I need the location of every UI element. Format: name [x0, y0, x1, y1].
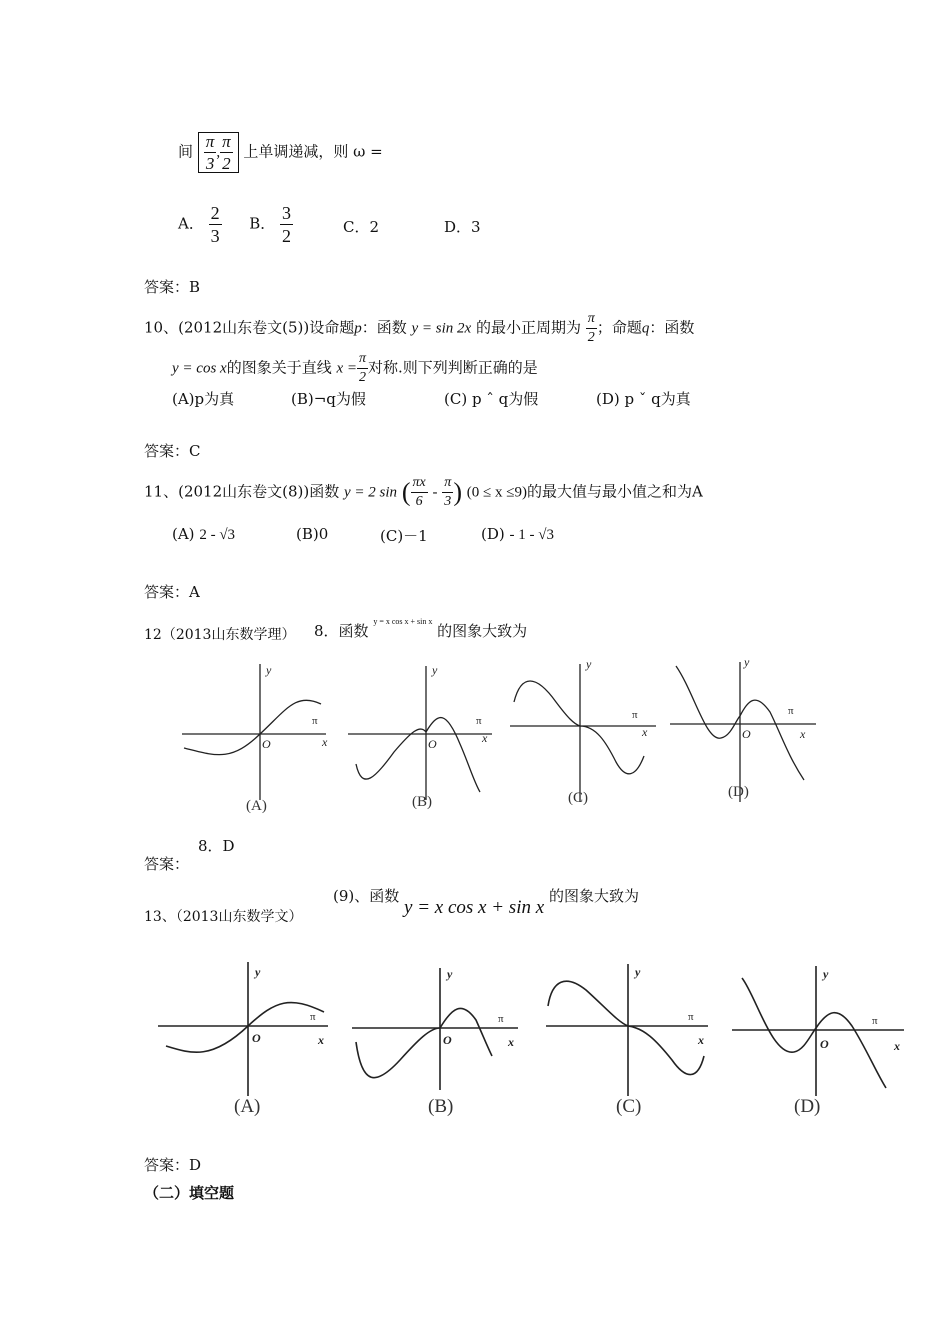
q9-interval-left-num: π [205, 132, 215, 151]
q12-b-o: O [428, 737, 437, 751]
q11-d1: 6 [415, 494, 423, 509]
q12-b-x: x [482, 731, 488, 745]
q9-opt-a-label: A． [178, 214, 204, 233]
q12-label-a: (A) [246, 798, 267, 814]
q11-source: 11、(2012山东卷文(8))函数 [144, 482, 340, 501]
q11-opt-c: (C)－1 [380, 527, 428, 545]
q9-interval: $\frac{\pi}{3}$ , $\frac{\pi}{2}$ [198, 132, 239, 173]
q11-n2: π [442, 476, 453, 493]
q11-d2: 3 [444, 494, 452, 509]
q12-answer: 8．D [198, 837, 235, 855]
q13-d-pi: π [872, 1015, 878, 1027]
q13-label-a: (A) [234, 1096, 261, 1117]
q13-answer: 答案：D [144, 1156, 202, 1174]
q10-line2-den: 2 [359, 370, 367, 385]
q10-text-b: ：函数 [361, 318, 407, 337]
q13-d-x: x [894, 1039, 900, 1053]
q12-d-pi: π [788, 705, 794, 717]
q11-opt-a-val: 2 - √3 [199, 527, 236, 543]
q10-frac-den: 2 [587, 330, 595, 345]
q13-d-y: y [823, 967, 829, 981]
q12-graph-a [182, 664, 326, 800]
q11-opt-a-label: (A) [172, 525, 195, 543]
q9-interval-left-den: 3 [205, 154, 215, 173]
q9-opt-a-num: 2 [210, 203, 220, 223]
q10-line2-y: y = cos x [172, 360, 227, 377]
q12-d-o: O [742, 727, 751, 741]
q9-stem [178, 132, 383, 173]
q9-opt-d: D．3 [444, 218, 481, 236]
q13-eq: y = x cos x + sin x [404, 897, 545, 918]
q12-answer-prefix: 答案： [144, 855, 190, 873]
q10-line2-x: x = [336, 360, 358, 377]
q10-line2-a: 的图象关于直线 [226, 358, 332, 377]
q11-rparen: ) [453, 477, 462, 507]
q12-label-c: (C) [568, 790, 588, 806]
q10-line1 [144, 312, 694, 345]
q10-source: 10、(2012山东卷文(5))设命题 [144, 318, 355, 337]
q9-options [178, 204, 293, 245]
q12-c-x: x [642, 725, 648, 739]
q10-opt-a: (A)p为真 [172, 390, 235, 408]
q13-stem-a: (9)、函数 [333, 887, 400, 905]
q12-stem [314, 617, 528, 641]
q12-graphs [176, 652, 836, 822]
q12-a-y: y [266, 663, 272, 677]
q13-graph-d [732, 966, 904, 1096]
q13-stem-b: 的图象大致为 [548, 887, 639, 905]
q9-opt-a-den: 3 [210, 226, 220, 246]
q11-opt-b: (B)0 [296, 525, 329, 543]
q10-text-c: 的最小正周期为 [476, 318, 582, 337]
q13-label-d: (D) [794, 1096, 821, 1117]
q13-stem [333, 885, 639, 918]
q12-a-pi: π [312, 715, 318, 727]
q13-label: 13、（2013山东数学文） [144, 909, 303, 925]
q10-line2 [172, 352, 538, 385]
q10-y-eq: y = sin 2x [411, 320, 472, 337]
q11-opt-a [172, 525, 235, 544]
q10-answer: 答案：C [144, 442, 201, 460]
q13-c-y: y [635, 965, 641, 979]
q11-lparen: ( [401, 477, 411, 507]
q10-text-e: ：函数 [649, 318, 695, 337]
q13-graphs [152, 956, 912, 1126]
q11-text-b: 的最大值与最小值之和为A [526, 482, 703, 501]
q12-a-x: x [322, 735, 328, 749]
q13-graph-b [352, 968, 518, 1090]
q11-y-eq: y = 2 sin [344, 484, 398, 501]
q13-d-o: O [820, 1037, 829, 1051]
q13-c-pi: π [688, 1011, 694, 1023]
q12-d-x: x [800, 727, 806, 741]
q9-stem-prefix: 间 [178, 142, 194, 161]
q10-line2-b: 对称.则下列判断正确的是 [368, 358, 538, 377]
q12-b-y: y [432, 663, 438, 677]
q11-opt-d-val: - 1 - √3 [509, 527, 554, 543]
q13-b-o: O [443, 1033, 452, 1047]
q11-minus: - [432, 484, 438, 501]
section-title: （二）填空题 [144, 1184, 235, 1202]
q10-q: q [641, 320, 650, 337]
q9-interval-right-den: 2 [222, 154, 231, 173]
q10-line2-num: π [357, 352, 368, 369]
q12-tiny-eq: y = x cos x + sin x [373, 617, 433, 626]
q9-opt-b-num: 3 [282, 203, 291, 223]
q11-opt-d-label: (D) [481, 525, 505, 543]
q13-a-o: O [252, 1031, 261, 1045]
q13-a-pi: π [310, 1011, 316, 1023]
q9-opt-b-label: B． [249, 214, 276, 233]
q9-opt-c: C．2 [343, 218, 380, 236]
q12-label-b: (B) [412, 794, 432, 810]
q11-opt-d [481, 525, 554, 544]
q12-c-y: y [586, 657, 592, 671]
q13-b-x: x [508, 1035, 514, 1049]
q9-stem-suffix: 上单调递减，则 ω = [243, 142, 383, 161]
q10-opt-d: (D) p ˇ q为真 [596, 390, 691, 408]
q13-a-y: y [255, 965, 261, 979]
q12-c-pi: π [632, 709, 638, 721]
q10-opt-c: (C) p ˆ q为假 [444, 390, 539, 408]
q10-p: p [354, 320, 362, 337]
q11-cond: (0 ≤ x ≤9) [466, 484, 527, 501]
q13-graph-c [546, 964, 708, 1096]
q11-stem [144, 476, 703, 509]
q10-frac-num: π [586, 312, 597, 329]
q12-label-d: (D) [728, 784, 749, 800]
q13-label-c: (C) [616, 1096, 642, 1117]
q12-d-y: y [744, 655, 750, 669]
q12-graph-b [348, 666, 492, 800]
q12-stem-b: 的图象大致为 [437, 622, 528, 640]
q10-opt-b: (B)¬q为假 [291, 390, 366, 408]
q12-b-pi: π [476, 715, 482, 727]
q10-text-d: ；命题 [596, 318, 642, 337]
q12-a-o: O [262, 737, 271, 751]
q13-b-y: y [447, 967, 453, 981]
q13-b-pi: π [498, 1013, 504, 1025]
q12-graph-c [510, 664, 656, 802]
q11-answer: 答案：A [144, 583, 200, 601]
q12-stem-a: 8．函数 [314, 622, 369, 640]
q13-c-x: x [698, 1033, 704, 1047]
q13-label-b: (B) [428, 1096, 454, 1117]
q9-opt-b-den: 2 [282, 226, 291, 246]
q13-a-x: x [318, 1033, 324, 1047]
q11-n1: πx [411, 476, 428, 493]
q13-graph-a [158, 962, 328, 1096]
q9-answer: 答案：B [144, 278, 201, 296]
q9-interval-right-num: π [222, 132, 231, 151]
q12-label: 12（2013山东数学理） [144, 627, 296, 643]
